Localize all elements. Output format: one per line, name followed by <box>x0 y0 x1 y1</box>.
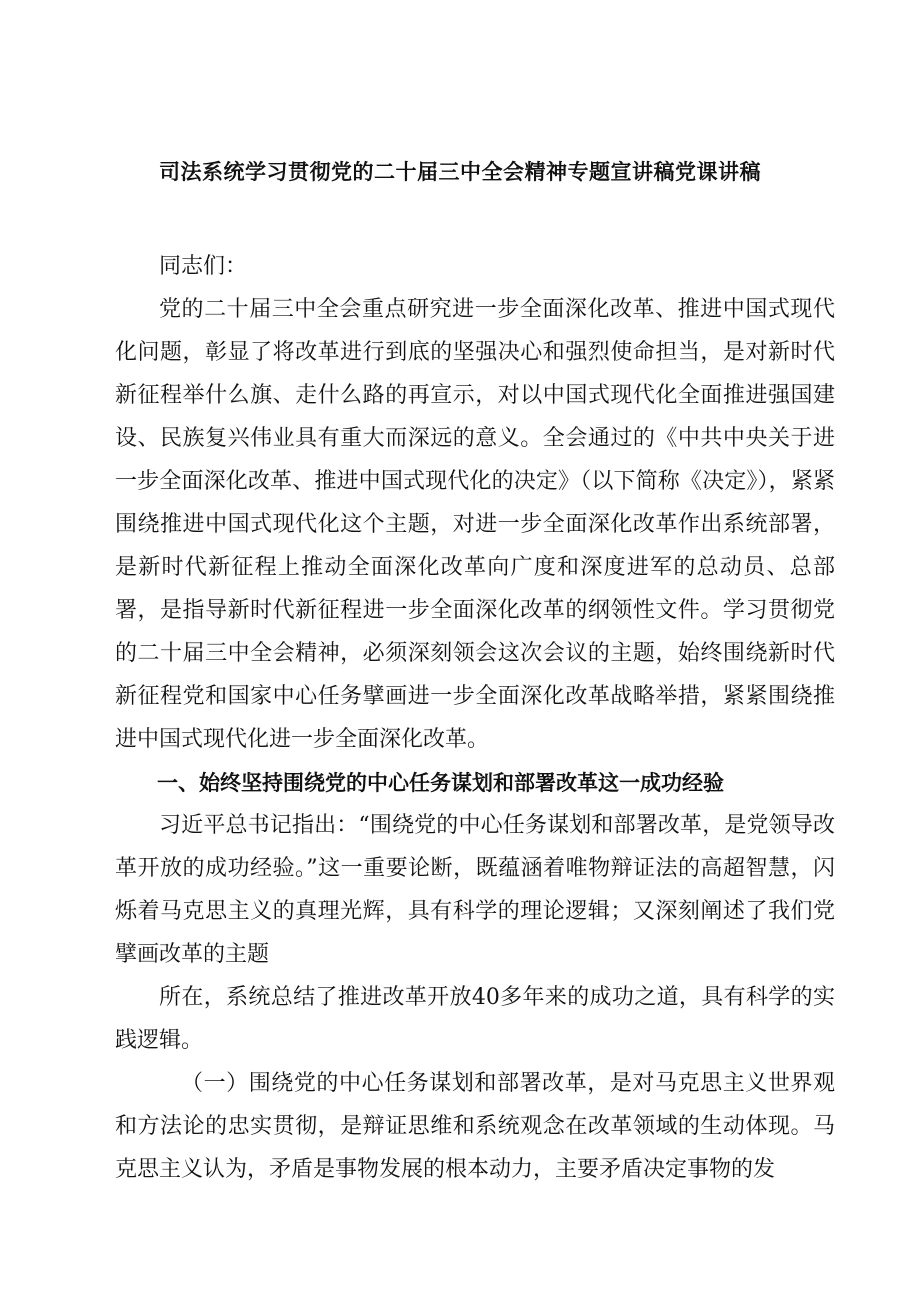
paragraph-quote: 习近平总书记指出：“围绕党的中心任务谋划和部署改革，是党领导改革开放的成功经验。”这一重要论断，既蕴涵着唯物辩证法的高超智慧，闪烁着马克思主义的真理光辉，具有科学的理论逻辑；又深刻阐述了我们党擘画改革的主题 <box>115 813 835 967</box>
sub-item-1: （一）围绕党的中心任务谋划和部署改革，是对马克思主义世界观和方法论的忠实贯彻，是辩证思维和系统观念在改革领域的生动体现。马克思主义认为，矛盾是事物发展的根本动力，主要矛盾决定事物的发 <box>115 1071 835 1182</box>
paragraph-intro: 党的二十届三中全会重点研究进一步全面深化改革、推进中国式现代化问题，彰显了将改革进行到底的坚强决心和强烈使命担当，是对新时代新征程举什么旗、走什么路的再宣示，对以中国式现代化全面推进强国建设、民族复兴伟业具有重大而深远的意义。全会通过的《中共中央关于进一步全面深化改革、推进中国式现代化的决定》（以下简称《决定》），紧紧围绕推进中国式现代化这个主题，对进一步全面深化改革作出系统部署，是新时代新征程上推动全面深化改革向广度和深度进军的总动员、总部署，是指导新时代新征程进一步全面深化改革的纲领性文件。学习贯彻党的二十届三中全会精神，必须深刻领会这次会议的主题，始终围绕新时代新征程党和国家中心任务擘画进一步全面深化改革战略举措，紧紧围绕推进中国式现代化进一步全面深化改革。 <box>115 297 835 752</box>
section-heading-1: 一、始终坚持围绕党的中心任务谋划和部署改革这一成功经验 <box>157 770 724 795</box>
paragraph-continuation: 所在，系统总结了推进改革开放40多年来的成功之道，具有科学的实践逻辑。 <box>115 985 835 1053</box>
document-title: 司法系统学习贯彻党的二十届三中全会精神专题宣讲稿党课讲稿 <box>159 159 761 184</box>
document-body <box>115 245 835 1191</box>
greeting: 同志们： <box>159 254 248 279</box>
